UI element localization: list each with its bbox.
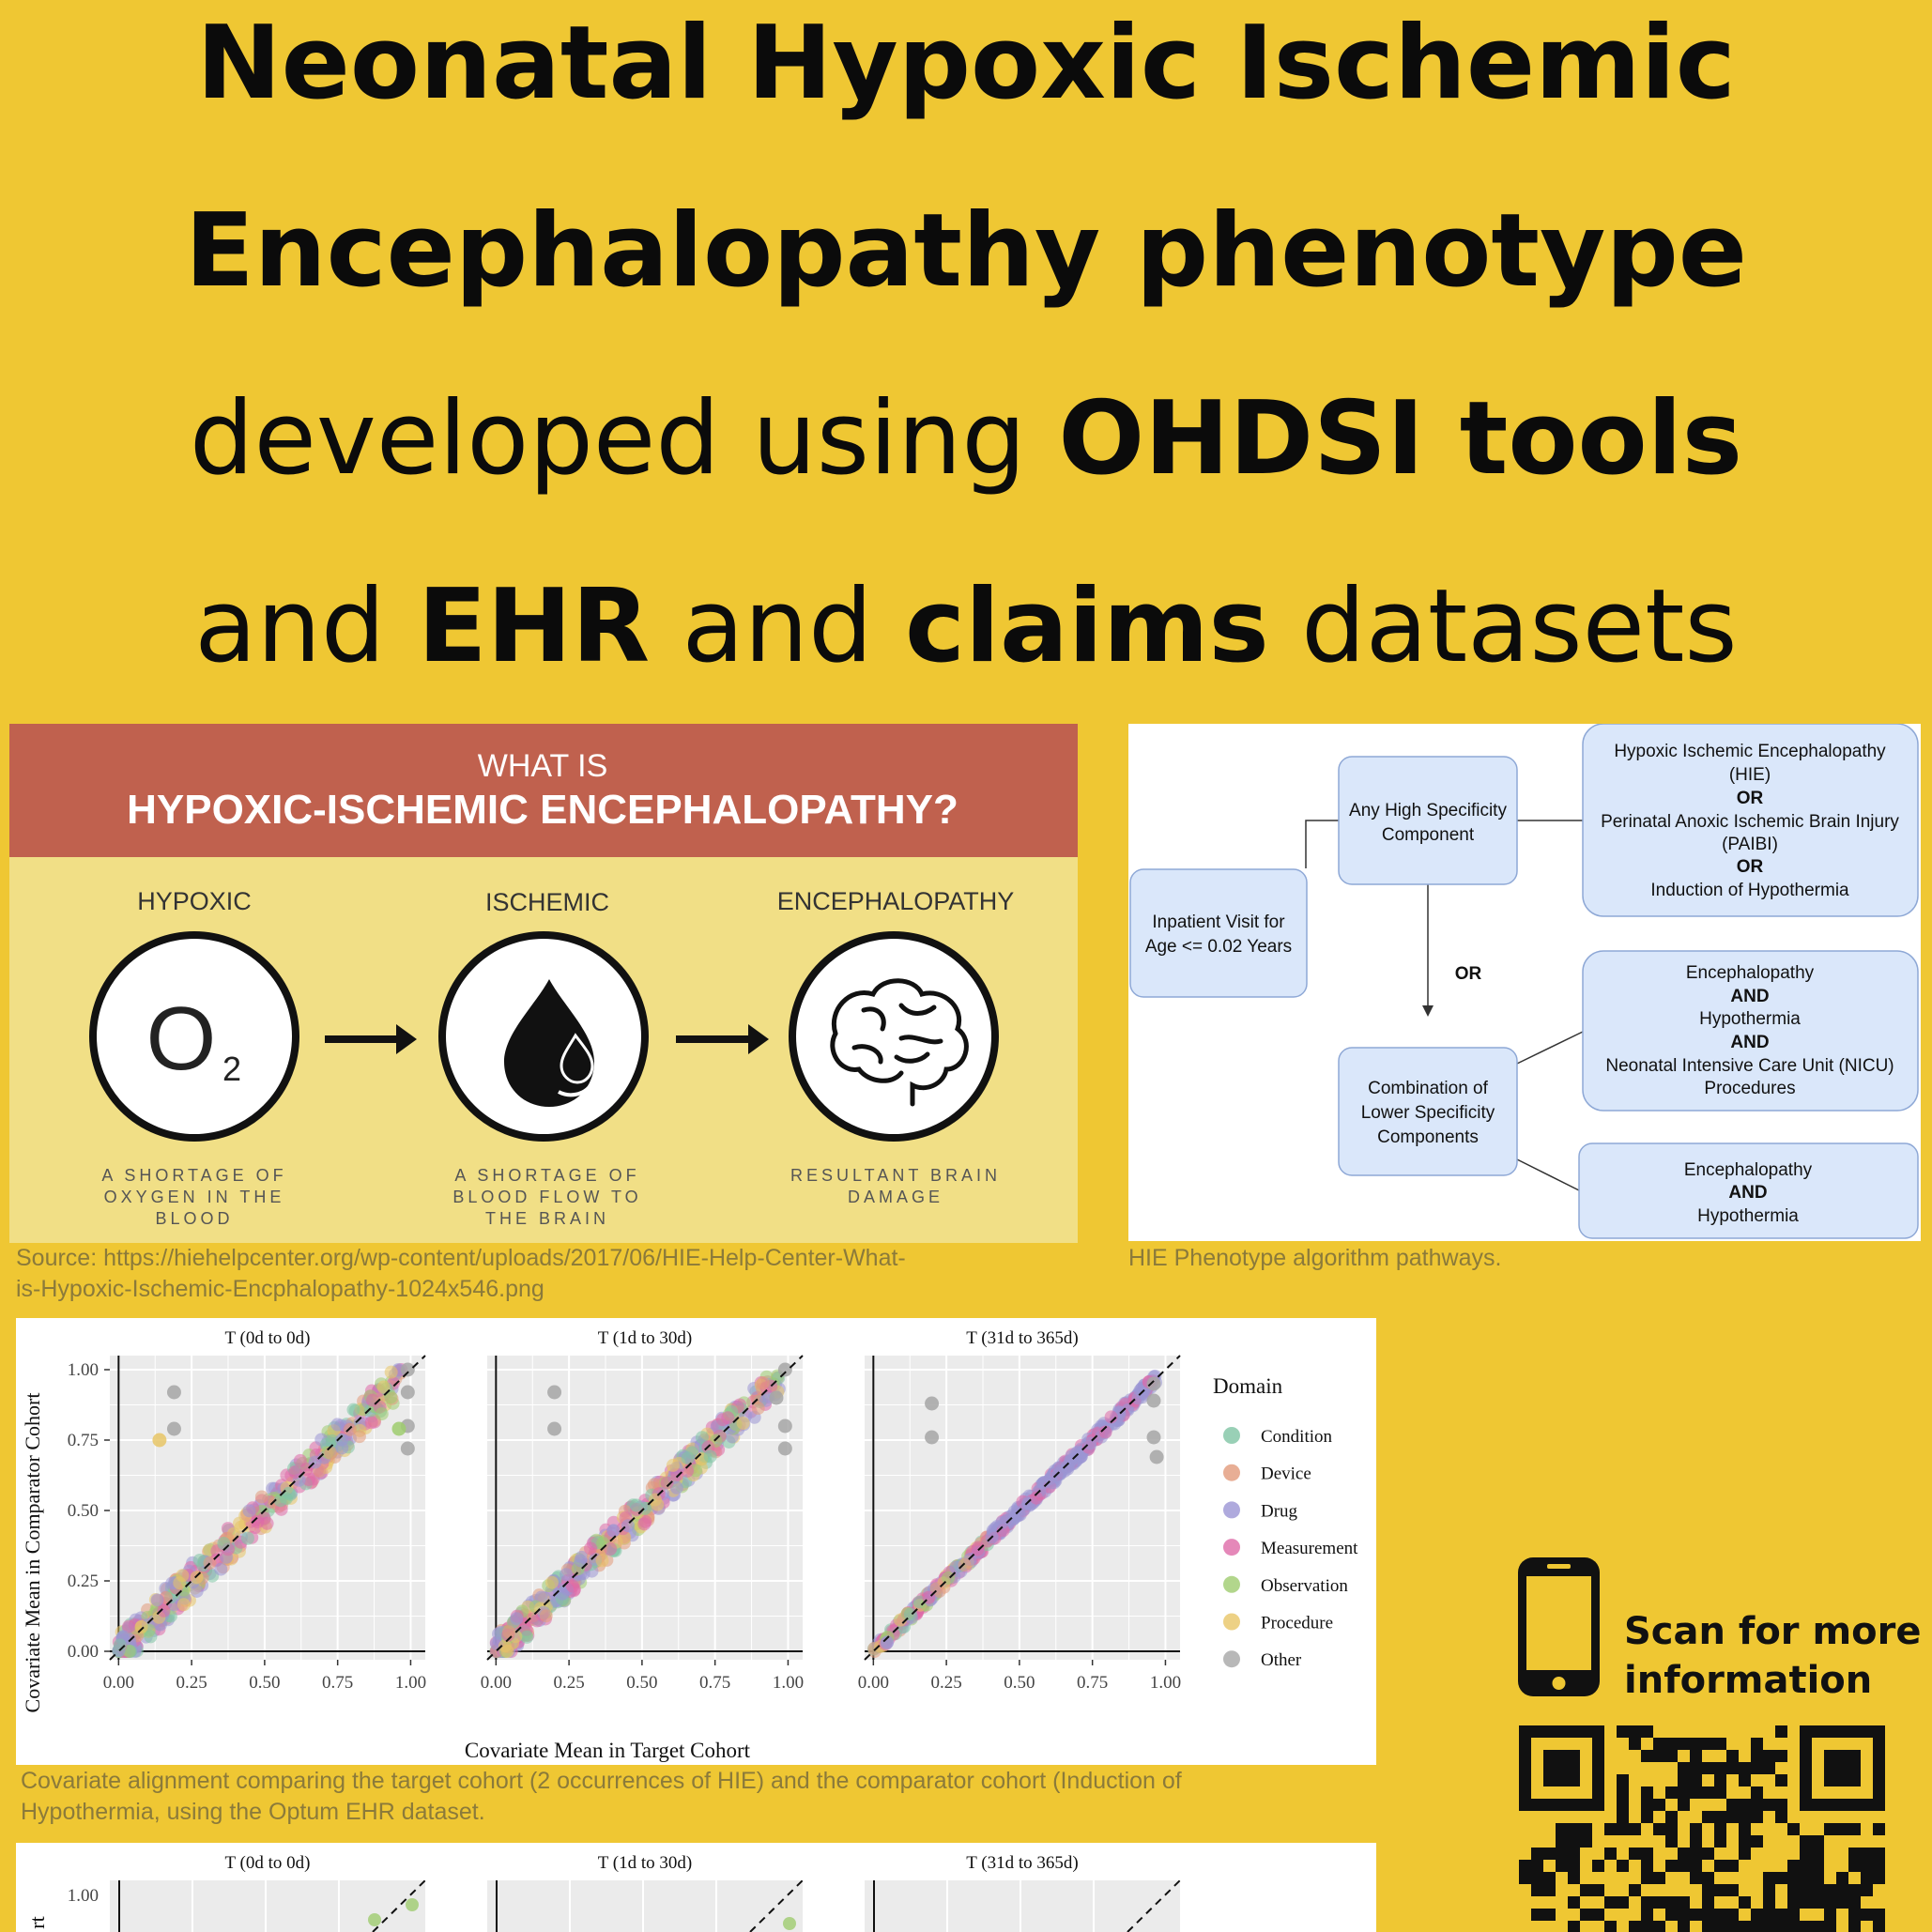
data-point	[401, 1363, 415, 1377]
flowchart-caption: HIE Phenotype algorithm pathways.	[1128, 1245, 1502, 1271]
x-tick-label: 1.00	[1149, 1673, 1182, 1693]
data-point	[540, 1609, 553, 1622]
data-point	[547, 1422, 561, 1436]
x-tick-label: 0.00	[857, 1673, 889, 1693]
data-point	[255, 1490, 268, 1503]
data-point	[346, 1403, 360, 1417]
inpatient-visit-node	[1130, 869, 1307, 997]
data-point	[783, 1917, 796, 1930]
panel-title: T (1d to 30d)	[597, 1328, 693, 1348]
data-point	[173, 1576, 186, 1589]
step-desc: THE BRAIN	[484, 1209, 610, 1228]
scatter-panel	[858, 1328, 1181, 1693]
data-point	[958, 1558, 972, 1572]
data-point	[721, 1411, 734, 1424]
data-point	[134, 1620, 147, 1633]
hypothermia-text: Hypothermia	[1697, 1206, 1799, 1226]
oxygen-subscript: 2	[222, 1050, 242, 1088]
title-line-1: Neonatal Hypoxic Ischemic	[196, 5, 1736, 122]
data-point	[925, 1431, 939, 1445]
what-is-label: WHAT IS	[477, 748, 608, 784]
x-tick-label: 1.00	[394, 1673, 427, 1693]
data-point	[1136, 1387, 1149, 1400]
data-point	[366, 1394, 379, 1407]
title-line-3: developed using OHDSI tools	[189, 380, 1743, 498]
x-axis-label: Covariate Mean in Target Cohort	[464, 1739, 751, 1762]
infographic-heading: HYPOXIC-ISCHEMIC ENCEPHALOPATHY?	[127, 787, 958, 833]
qr-call-to-action: Scan for more information	[1624, 1610, 1922, 1702]
data-point	[243, 1504, 256, 1517]
x-tick-label: 0.00	[480, 1673, 512, 1693]
lower-spec-text: Lower Specificity	[1360, 1103, 1495, 1123]
data-point	[510, 1612, 523, 1625]
data-point	[547, 1386, 561, 1400]
data-point	[604, 1542, 617, 1556]
legend-label: Procedure	[1261, 1613, 1334, 1633]
x-tick-label: 1.00	[772, 1673, 805, 1693]
hie-infographic	[9, 724, 1078, 1243]
scatter-panel	[68, 1328, 426, 1693]
data-point	[392, 1422, 406, 1436]
panel-title: T (31d to 365d)	[966, 1853, 1079, 1873]
data-point	[778, 1419, 792, 1434]
data-point	[167, 1386, 181, 1400]
panel-title: T (31d to 365d)	[966, 1328, 1079, 1348]
y-tick-label: 0.75	[67, 1431, 99, 1450]
data-point	[545, 1576, 559, 1589]
oxygen-symbol: O	[146, 989, 217, 1089]
inpatient-text: Inpatient Visit for	[1152, 912, 1285, 932]
data-point	[261, 1517, 274, 1530]
high-specificity-node	[1339, 757, 1517, 884]
y-axis-label: rt	[25, 1916, 49, 1929]
hypothermia-text: Encephalopathy	[1683, 1160, 1813, 1180]
data-point	[214, 1563, 227, 1576]
or-label: OR	[1454, 964, 1482, 984]
x-tick-label: 0.50	[626, 1673, 658, 1693]
data-point	[401, 1442, 415, 1456]
x-tick-label: 0.75	[322, 1673, 354, 1693]
step-label-ischemic: ISCHEMIC	[484, 888, 610, 916]
data-point	[595, 1554, 608, 1567]
data-point	[1147, 1377, 1161, 1391]
y-tick-label: 1.00	[67, 1360, 99, 1380]
step-desc: BLOOD	[155, 1209, 234, 1228]
data-point	[144, 1630, 157, 1643]
y-tick-label: 1.00	[67, 1886, 99, 1906]
legend-label: Measurement	[1261, 1539, 1358, 1559]
data-point	[757, 1376, 770, 1389]
legend-label: Condition	[1261, 1427, 1333, 1447]
y-axis-label: Covariate Mean in Comparator Cohort	[21, 1392, 44, 1713]
y-tick-label: 0.50	[67, 1501, 99, 1521]
data-point	[778, 1442, 792, 1456]
y-tick-label: 0.25	[67, 1572, 99, 1591]
data-point	[1147, 1431, 1161, 1445]
phone-icon	[1514, 1554, 1603, 1700]
nicu-text: Procedures	[1704, 1079, 1796, 1098]
data-point	[925, 1397, 939, 1411]
hie-text: Hypoxic Ischemic Encephalopathy	[1614, 742, 1886, 761]
data-point	[191, 1571, 204, 1584]
step-label-encephalopathy: ENCEPHALOPATHY	[776, 887, 1015, 915]
title-line-4: and EHR and claims datasets	[194, 568, 1738, 685]
legend-label: Observation	[1261, 1575, 1348, 1596]
data-point	[649, 1494, 662, 1507]
covariate-scatter-plot-2	[16, 1843, 1376, 1932]
lower-spec-text: Combination of	[1368, 1079, 1488, 1098]
panel-title: T (0d to 0d)	[224, 1328, 311, 1348]
step-desc: A SHORTAGE OF	[101, 1166, 287, 1185]
data-point	[778, 1363, 792, 1377]
data-point	[770, 1391, 784, 1405]
step-desc: RESULTANT BRAIN	[790, 1166, 1002, 1185]
data-point	[584, 1541, 597, 1555]
covariate-scatter-plot	[16, 1318, 1376, 1765]
data-point	[150, 1593, 163, 1606]
data-point	[401, 1386, 415, 1400]
infographic-source-caption: Source: https://hiehelpcenter.org/wp-content/uploads/2017/06/HIE-Help-Center-What- is-Hypoxic-Ischemic-Encphalopathy-1024x546.png	[16, 1245, 906, 1302]
legend-label: Device	[1261, 1464, 1311, 1484]
data-point	[294, 1454, 307, 1467]
x-tick-label: 0.75	[699, 1673, 731, 1693]
nicu-text: Encephalopathy	[1685, 963, 1815, 983]
data-point	[191, 1585, 204, 1598]
panel-title: T (0d to 0d)	[224, 1853, 311, 1873]
data-point	[630, 1498, 643, 1511]
data-point	[1150, 1450, 1164, 1464]
nicu-text: AND	[1730, 1033, 1770, 1052]
x-tick-label: 0.25	[930, 1673, 962, 1693]
hie-text: OR	[1736, 857, 1764, 877]
x-tick-label: 0.00	[102, 1673, 134, 1693]
legend-label: Drug	[1261, 1501, 1298, 1522]
data-point	[241, 1532, 254, 1545]
data-point	[621, 1519, 635, 1532]
scatter-panel	[481, 1328, 804, 1693]
legend-label: Other	[1261, 1650, 1302, 1671]
data-point	[637, 1517, 651, 1530]
x-tick-label: 0.25	[176, 1673, 207, 1693]
step-desc: A SHORTAGE OF	[454, 1166, 640, 1185]
hie-text: Perinatal Anoxic Ischemic Brain Injury	[1601, 812, 1899, 832]
nicu-text: Hypothermia	[1699, 1009, 1801, 1029]
data-point	[682, 1451, 695, 1464]
nicu-text: AND	[1730, 987, 1770, 1006]
x-tick-label: 0.25	[553, 1673, 585, 1693]
data-point	[704, 1449, 717, 1463]
y-tick-label: 0.00	[67, 1642, 99, 1662]
data-point	[177, 1598, 191, 1611]
data-point	[406, 1898, 419, 1911]
x-tick-label: 0.50	[1004, 1673, 1035, 1693]
x-tick-label: 0.75	[1077, 1673, 1109, 1693]
data-point	[167, 1422, 181, 1436]
hie-text: Induction of Hypothermia	[1650, 881, 1849, 900]
phenotype-flowchart	[1128, 724, 1921, 1241]
data-point	[1147, 1394, 1161, 1408]
step-desc: DAMAGE	[847, 1188, 944, 1206]
data-point	[385, 1366, 398, 1379]
data-point	[520, 1631, 533, 1644]
data-point	[152, 1434, 166, 1448]
data-point	[353, 1430, 366, 1443]
hie-text: OR	[1736, 789, 1764, 808]
step-desc: BLOOD FLOW TO	[452, 1188, 642, 1206]
high-spec-text: Component	[1381, 825, 1475, 845]
nicu-text: Neonatal Intensive Care Unit (NICU)	[1605, 1056, 1894, 1076]
data-point	[606, 1525, 620, 1538]
data-point	[560, 1568, 573, 1581]
panel-title: T (1d to 30d)	[597, 1853, 693, 1873]
data-point	[667, 1459, 680, 1472]
qr-code[interactable]	[1519, 1725, 1885, 1932]
data-point	[502, 1625, 515, 1638]
legend-title: Domain	[1213, 1374, 1283, 1398]
step-label-hypoxic: HYPOXIC	[137, 887, 252, 915]
title-line-2: Encephalopathy phenotype	[184, 192, 1748, 310]
x-tick-label: 0.50	[249, 1673, 281, 1693]
step-desc: OXYGEN IN THE	[103, 1188, 285, 1206]
scatter-caption: Covariate alignment comparing the target cohort (2 occurrences of HIE) and the comparator cohort (Induction of Hypothermia, using the Optum EHR dataset.	[21, 1768, 1182, 1825]
hie-text: (HIE)	[1728, 765, 1771, 785]
hie-text: (PAIBI)	[1722, 835, 1778, 854]
data-point	[368, 1913, 381, 1926]
data-point	[365, 1416, 378, 1429]
inpatient-text: Age <= 0.02 Years	[1144, 937, 1293, 957]
lower-spec-text: Components	[1377, 1127, 1479, 1147]
data-point	[376, 1407, 389, 1420]
hypothermia-text: AND	[1728, 1183, 1768, 1203]
data-point	[217, 1537, 230, 1550]
data-point	[330, 1418, 344, 1431]
high-spec-text: Any High Specificity	[1349, 801, 1507, 820]
